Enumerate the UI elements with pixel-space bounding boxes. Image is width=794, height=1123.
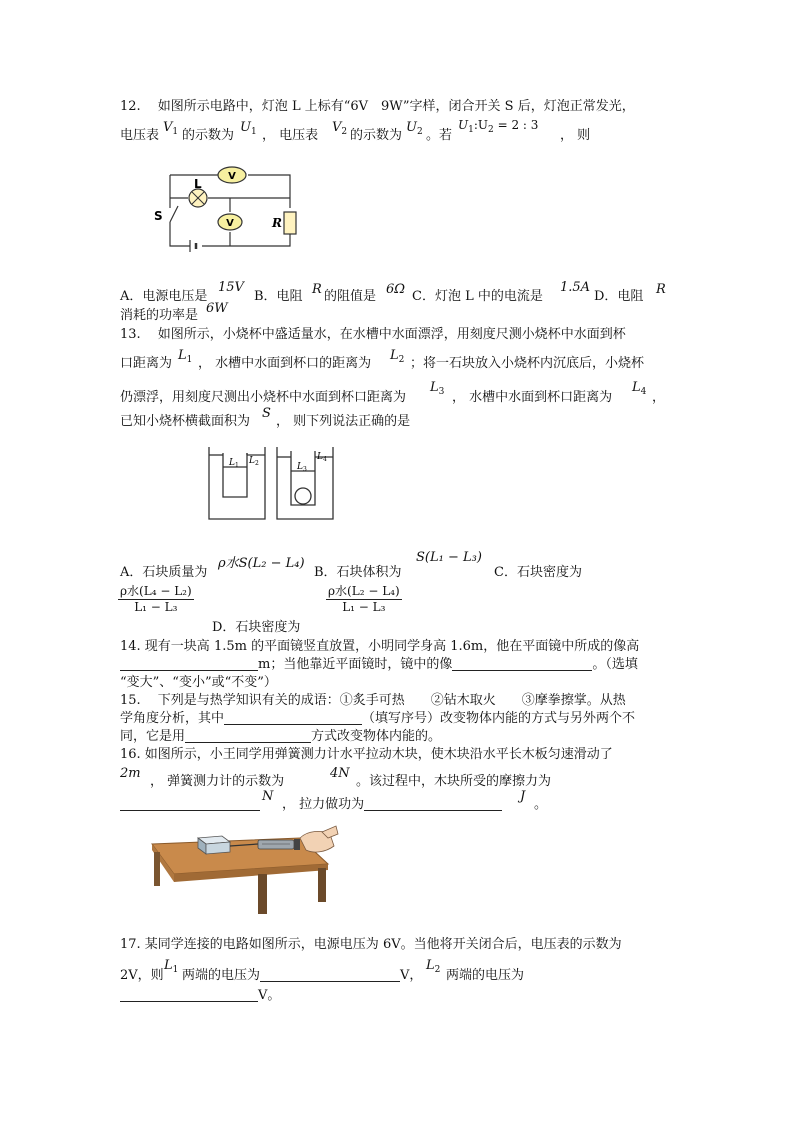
q13-diagram-l2: $L_2$ [249, 456, 259, 467]
q15-line2: 学角度分析，其中 （填写序号）改变物体内能的方式与另外两个不 [120, 711, 636, 726]
q12-option-d-text: 消耗的功率是 [120, 308, 199, 323]
q13-l4-symbol: $L_4$ [632, 380, 647, 397]
q13-line3b: ， 水槽中水面到杯口距离为 [452, 390, 613, 405]
q13-s-symbol: S [262, 406, 271, 421]
q12-option-c-label: C．灯泡 L 中的电流是 [412, 289, 543, 304]
q16-spring-scale-icon [258, 839, 300, 850]
q12-circuit-diagram [154, 160, 300, 260]
q13-option-c-denominator: L₁ − L₃ [134, 600, 178, 614]
q13-beaker-diagram [205, 445, 345, 525]
q16-wood-block-icon [198, 836, 230, 854]
q12-then-label: ， 则 [560, 128, 591, 143]
q13-option-d-fraction [326, 582, 402, 614]
q13-option-d-denominator: L₁ − L₃ [342, 600, 386, 614]
q12-reading-label: 的示数为 [182, 128, 235, 143]
q12-if-label: 。若 [426, 128, 453, 143]
q12-option-b-text: 的阻值是 [324, 289, 377, 304]
q17-line2a: 2V，则 [120, 968, 164, 983]
q16-hand-icon [300, 826, 338, 852]
q17-line3: V。 [120, 987, 280, 1005]
q12-v1-symbol: $V_1$ [163, 120, 179, 137]
q15-line1: 15. 下列是与热学知识有关的成语：①炙手可热 ②钻木取火 ③摩拳擦掌。从热 [120, 693, 626, 708]
q17-line1: 17. 某同学连接的电路如图所示，电源电压为 6V。当他将开关闭合后，电压表的示数为 [120, 937, 622, 952]
q13-option-c-label: C．石块密度为 [494, 565, 582, 580]
q13-option-d-numerator: ρ水(L₂ − L₄) [328, 584, 400, 598]
q12-ratio: $U_1:U_2 = 2$ : 3 [458, 118, 539, 135]
q12-lamp-icon [189, 189, 207, 207]
q12-v2-symbol: $V_2$ [332, 120, 348, 137]
q12-resistor-icon [284, 212, 296, 234]
q13-l2-symbol: $L_2$ [390, 348, 405, 365]
q12-option-a-value: 15V [218, 280, 244, 295]
q16-table-illustration [150, 824, 340, 918]
q12-option-c-value: 1.5A [560, 280, 591, 295]
q14-blank-1[interactable] [120, 656, 258, 671]
q12-resistor-label: R [272, 216, 282, 230]
q14-line3: “变大”、“变小”或“不变”） [120, 675, 277, 690]
q13-line3c: ， [652, 390, 666, 405]
q17-l2-symbol: $L_2$ [426, 958, 441, 975]
q12-reading2-label: 的示数为 [350, 128, 403, 143]
q13-line2b: ， 水槽中水面到杯口的距离为 [198, 356, 372, 371]
q12-option-b-value: 6Ω [386, 282, 406, 297]
q13-option-c-numerator: ρ水(L₄ − L₂) [120, 584, 192, 598]
q13-diagram-l3: $L_3$ [297, 462, 307, 473]
q16-line2a: ， 弹簧测力计的示数为 [150, 774, 285, 789]
q13-option-a-label: A．石块质量为 [120, 565, 208, 580]
q15-blank-2[interactable] [185, 728, 311, 743]
q12-option-b-symbol: R [312, 282, 322, 297]
q13-line4a: 已知小烧杯横截面积为 [120, 414, 251, 429]
q12-voltmeter1-icon [218, 167, 246, 183]
q16-unit-n: N [262, 789, 274, 804]
q12-voltmeter2-icon [218, 214, 242, 230]
q15-line3: 同，它是用 方式改变物体内能的。 [120, 729, 442, 744]
q12-option-d-value: 6W [206, 301, 228, 316]
q13-line2c: ；将一石块放入小烧杯内沉底后，小烧杯 [410, 356, 645, 371]
q16-unit-j: J [520, 789, 526, 804]
q13-diagram-l1: $L_1$ [229, 458, 239, 469]
q13-l3-symbol: $L_3$ [430, 380, 445, 397]
q13-line4b: ， 则下列说法正确的是 [276, 414, 411, 429]
q12-option-b-label: B．电阻 [254, 289, 303, 304]
q12-line1: 12. 如图所示电路中，灯泡 L 上标有“6V 9W”字样，闭合开关 S 后，灯泡正常发光， [120, 99, 635, 114]
q13-option-d-label: D．石块密度为 [212, 620, 301, 635]
q12-u2-symbol: $U_2$ [406, 120, 423, 137]
q13-diagram-l4: $L_4$ [317, 452, 327, 463]
q12-v1-text: V [228, 171, 236, 182]
q13-l1-symbol: $L_1$ [178, 348, 193, 365]
q15-blank-1[interactable] [224, 710, 362, 725]
q12-option-d-symbol: R [656, 282, 666, 297]
q12-voltmeter-label: 电压表 [120, 128, 160, 143]
q12-option-d-label: D．电阻 [594, 289, 644, 304]
q17-l1-symbol: $L_1$ [164, 958, 179, 975]
q12-option-a-label: A．电源电压是 [120, 289, 208, 304]
q17-blank-2[interactable] [120, 987, 258, 1002]
q12-voltmeter2-label: ， 电压表 [262, 128, 319, 143]
q12-lamp-label: L [194, 177, 202, 191]
q16-line3 [120, 796, 260, 814]
q16-force: 4N [330, 766, 350, 781]
q16-blank-2[interactable] [364, 796, 502, 811]
q12-u1-symbol: $U_1$ [240, 120, 257, 137]
q17-blank-1[interactable] [260, 967, 400, 982]
q16-distance: 2m [120, 766, 141, 781]
q13-option-c-fraction [118, 582, 194, 614]
q17-line2d: 两端的电压为 [446, 968, 525, 983]
q13-line1: 13. 如图所示，小烧杯中盛适量水，在水槽中水面漂浮，用刻度尺测小烧杯中水面到杯 [120, 327, 626, 342]
q12-switch-label: S [154, 209, 163, 223]
q13-line2a: 口距离为 [120, 356, 173, 371]
q13-line3a: 仍漂浮，用刻度尺测出小烧杯中水面到杯口距离为 [120, 390, 407, 405]
q14-line2: m；当他靠近平面镜时，镜中的像 。（选填 [120, 656, 638, 674]
q14-blank-2[interactable] [452, 656, 592, 671]
q16-line3a: ， 拉力做功为 [282, 796, 502, 814]
q16-line3b: 。 [534, 797, 548, 812]
q16-line1: 16. 如图所示，小王同学用弹簧测力计水平拉动木块，使木块沿水平长木板匀速滑动了 [120, 747, 613, 762]
q17-line2b: 两端的电压为 V， [182, 968, 423, 983]
q13-option-b-label: B．石块体积为 [314, 565, 402, 580]
q16-line2b: 。该过程中，木块所受的摩擦力为 [356, 774, 552, 789]
q12-v2-text: V [226, 218, 234, 229]
q14-line1: 14. 现有一块高 1.5m 的平面镜竖直放置，小明同学身高 1.6m，他在平面镜中所成的像高 [120, 639, 640, 654]
q13-option-b-expr: S(L₁ − L₃) [416, 550, 482, 565]
q13-option-a-expr: ρ水S(L₂ − L₄) [218, 556, 305, 571]
q16-blank-1[interactable] [120, 796, 260, 811]
